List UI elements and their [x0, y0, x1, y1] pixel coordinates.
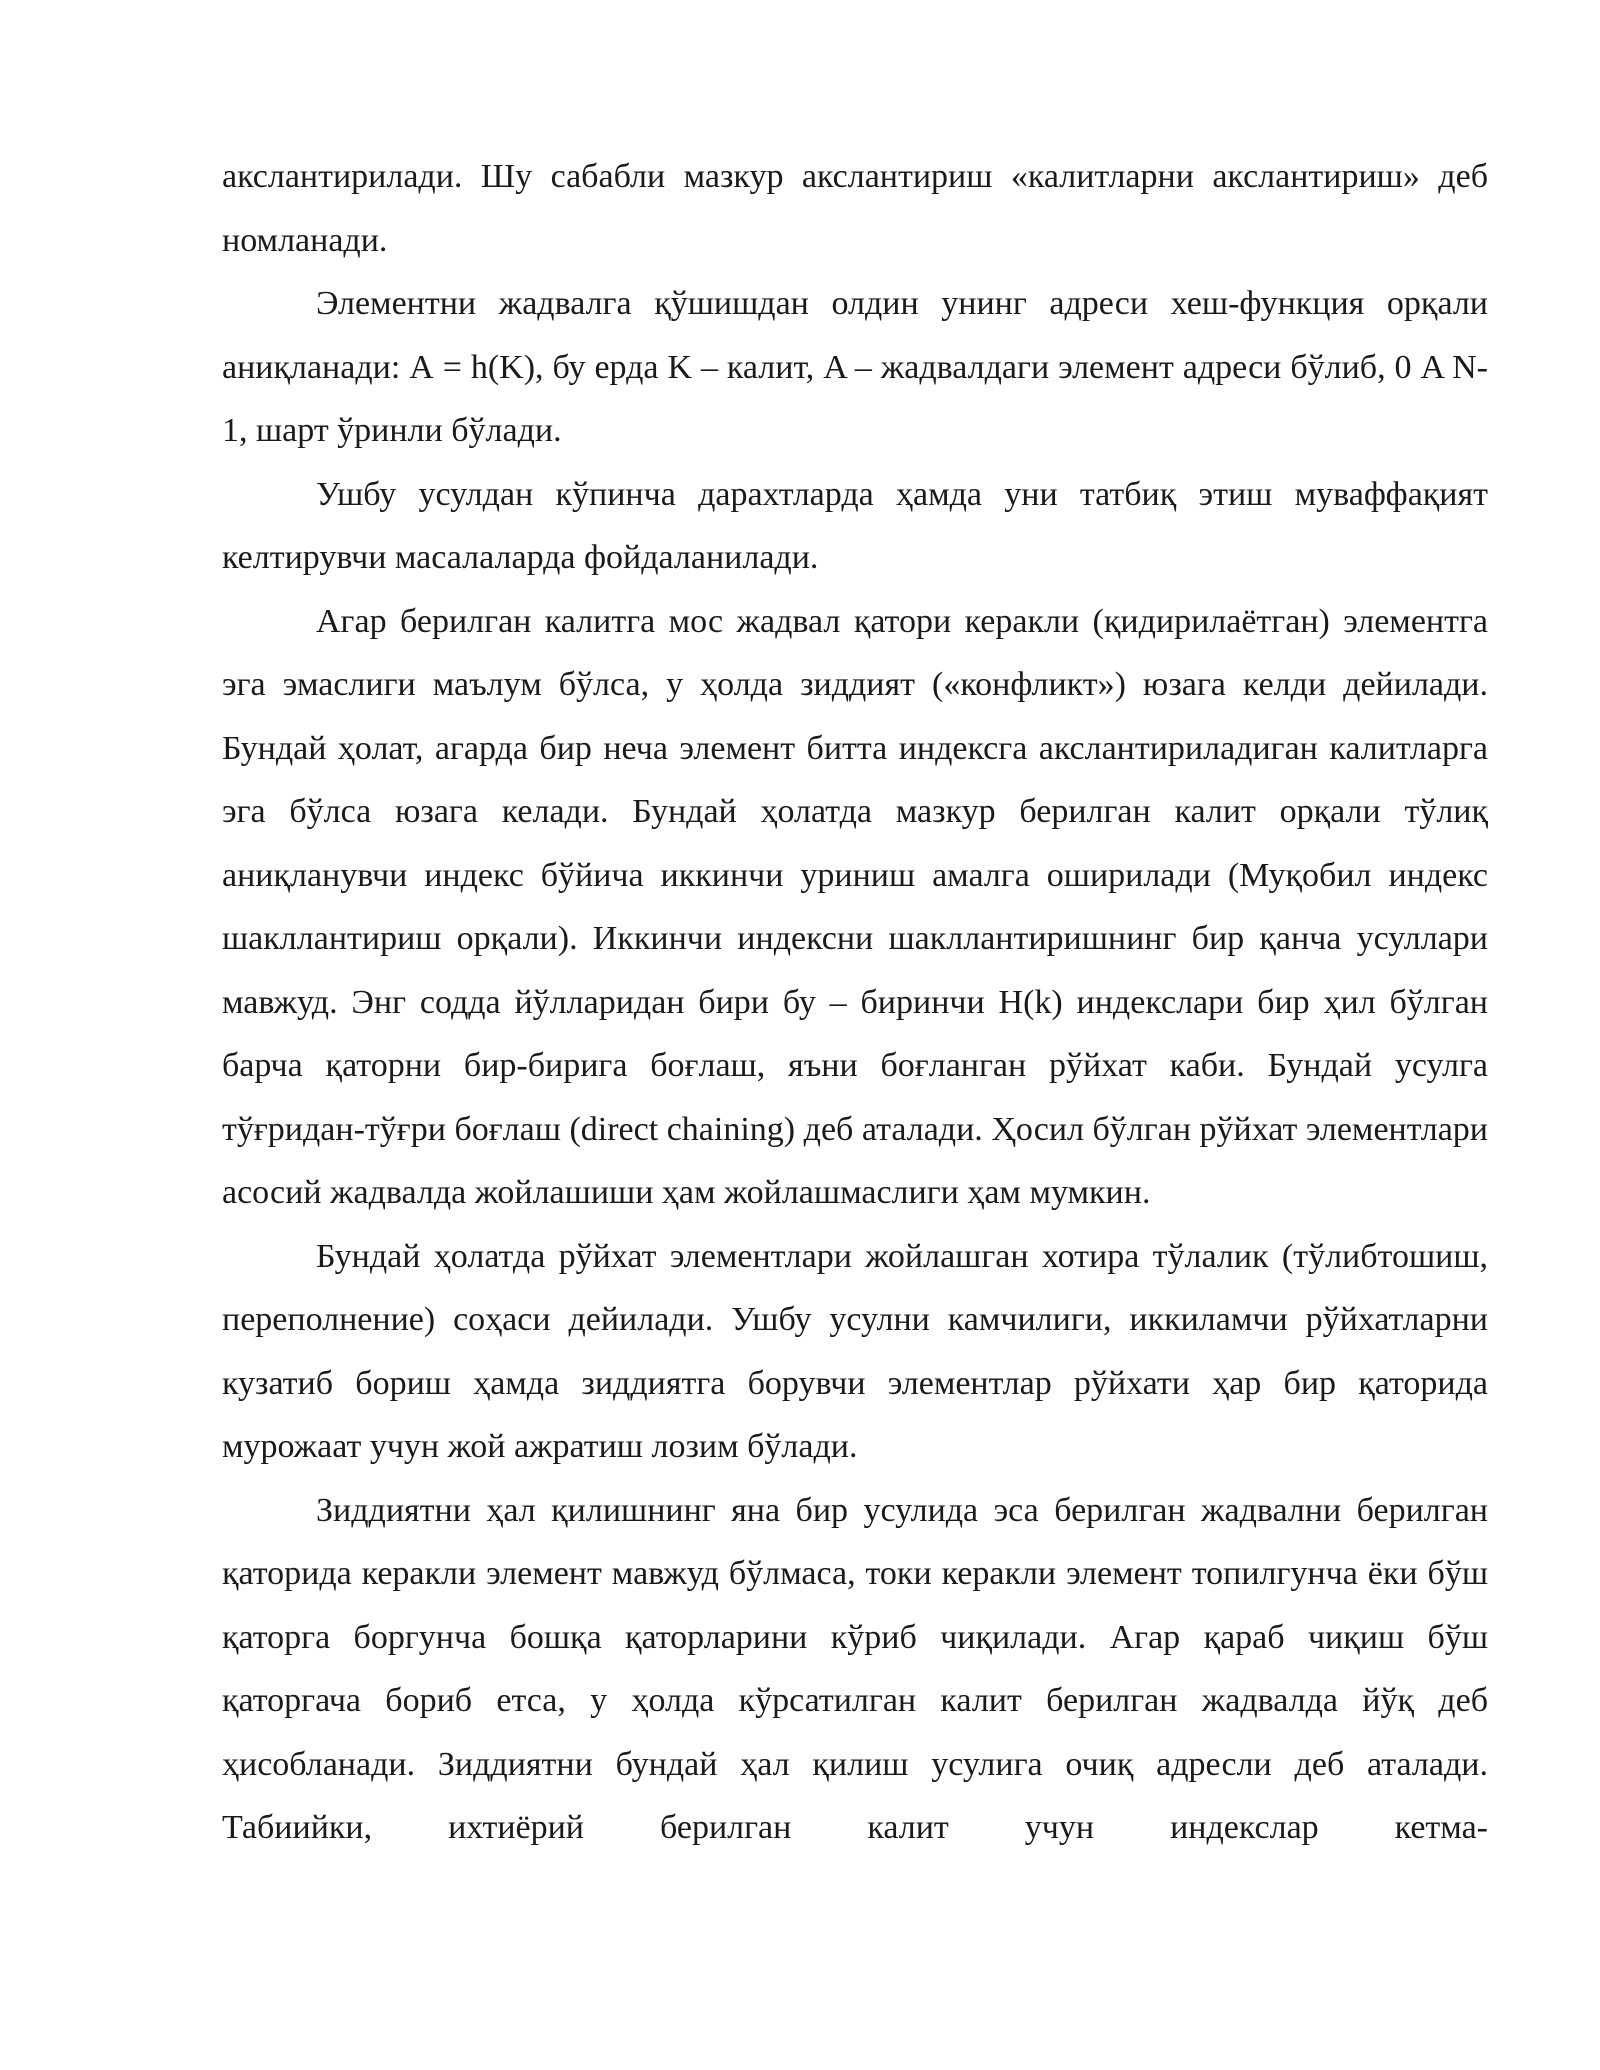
document-page — [222, 145, 1488, 1860]
paragraph-2: Элементни жадвалга қўшишдан олдин унинг адреси хеш-функция орқали аниқланади: А = h(K), бу ерда K – калит, A – жадвалдаги элемент адреси бўлиб, 0 A N-1, шарт ўринли бўлади. — [222, 285, 1488, 449]
paragraph-6: Зиддиятни ҳал қилишнинг яна бир усулида эса берилган жадвални берилган қаторида керакли элемент мавжуд бўлмаса, токи керакли элемент топилгунча ёки бўш қаторга боргунча бошқа қаторларини кўриб чиқилади. Агар қараб чиқиш бўш қаторгача бориб етса, у ҳолда кўрсатилган калит берилган жадвалда йўқ деб ҳисобланади. Зиддиятни бундай ҳал қилиш усулига очиқ адресли деб аталади. Табиийки, ихтиёрий берилган калит учун индекслар кетма- — [222, 1491, 1488, 1846]
paragraph-3: Ушбу усулдан кўпинча дарахтларда ҳамда уни татбиқ этиш муваффақият келтирувчи масалаларда фойдаланилади. — [222, 475, 1488, 576]
paragraph-5: Бундай ҳолатда рўйхат элементлари жойлашган хотира тўлалик (тўлибтошиш, переполнение) соҳаси дейилади. Ушбу усулни камчилиги, иккиламчи рўйхатларни кузатиб бориш ҳамда зиддиятга борувчи элементлар рўйхати ҳар бир қаторида мурожаат учун жой ажратиш лозим бўлади. — [222, 1237, 1488, 1465]
paragraph-4: Агар берилган калитга мос жадвал қатори керакли (қидирилаётган) элементга эга эмаслиги маълум бўлса, у ҳолда зиддият («конфликт») юзага келди дейилади. Бундай ҳолат, агарда бир неча элемент битта индексга акслантириладиган калитларга эга бўлса юзага келади. Бундай ҳолатда мазкур берилган калит орқали тўлиқ аниқланувчи индекс бўйича иккинчи уриниш амалга оширилади (Муқобил индекс шакллантириш орқали). Иккинчи индексни шакллантиришнинг бир қанча усуллари мавжуд. Энг содда йўлларидан бири бу – биринчи H(k) индекслари бир ҳил бўлган барча қаторни бир-бирига боғлаш, яъни боғланган рўйхат каби. Бундай усулга тўғридан-тўғри боғлаш (direct chaining) деб аталади. Ҳосил бўлган рўйхат элементлари асосий жадвалда жойлашиши ҳам жойлашмаслиги ҳам мумкин. — [222, 602, 1488, 1211]
paragraph-1: акслантирилади. Шу сабабли мазкур акслантириш «калитларни акслантириш» деб номланади. — [222, 158, 1488, 259]
